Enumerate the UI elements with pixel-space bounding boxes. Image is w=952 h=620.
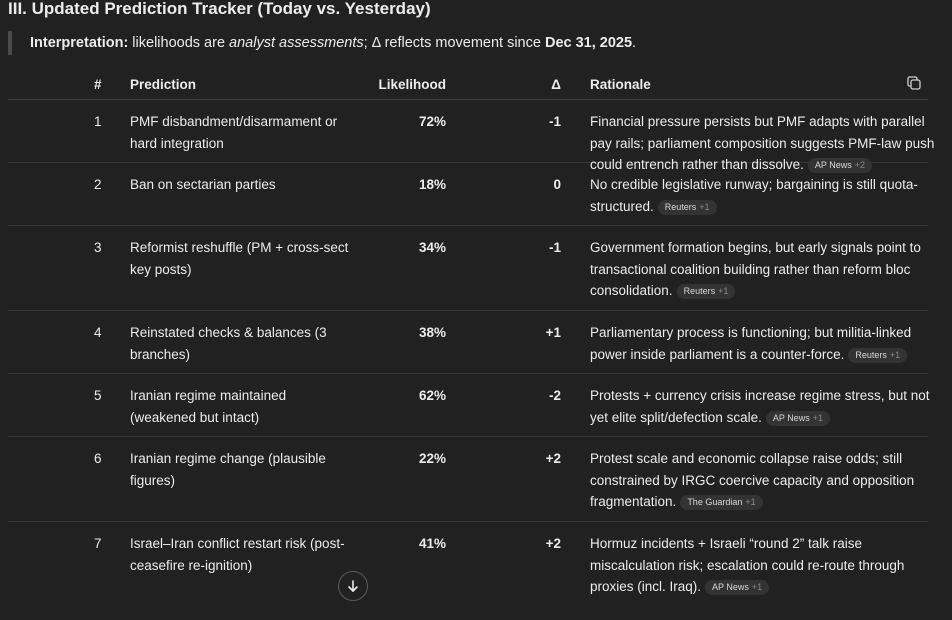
note-label: Interpretation: — [30, 35, 129, 51]
table-row — [8, 163, 928, 226]
row-prediction: Ban on sectarian parties — [130, 177, 276, 192]
source-more-count: +1 — [745, 497, 756, 507]
table-row — [8, 374, 928, 437]
note-emphasis: analyst assessments — [229, 35, 364, 51]
note-end: . — [632, 35, 637, 51]
source-name: Reuters — [664, 201, 697, 212]
table-header — [8, 66, 928, 100]
source-name: The Guardian — [687, 497, 743, 507]
header-delta: Δ — [551, 77, 561, 92]
header-likelihood: Likelihood — [378, 77, 446, 92]
row-prediction: Reformist reshuffle (PM + cross-sect key posts) — [130, 240, 349, 277]
row-delta: -1 — [548, 240, 561, 255]
row-rationale — [590, 533, 935, 598]
row-number: 5 — [94, 388, 102, 403]
source-badge[interactable] — [658, 200, 717, 215]
row-delta: 0 — [553, 177, 561, 192]
row-number: 4 — [94, 325, 102, 340]
row-number: 2 — [94, 177, 102, 192]
header-num: # — [94, 77, 102, 92]
copy-icon[interactable] — [906, 75, 922, 91]
row-rationale — [590, 385, 935, 428]
row-prediction: PMF disbandment/disarmament or hard integration — [130, 114, 338, 151]
row-delta: -2 — [548, 388, 561, 403]
note-date: Dec 31, 2025 — [544, 35, 633, 51]
scroll-down-button[interactable] — [338, 571, 368, 601]
source-badge[interactable] — [705, 580, 769, 595]
source-name: Reuters — [855, 349, 887, 360]
table-row — [8, 437, 928, 522]
row-prediction: Iranian regime change (plausible figures) — [130, 451, 326, 488]
row-rationale — [590, 237, 935, 302]
rationale-text: Protests + currency crisis increase regime stress, but not yet elite split/defection scale. — [590, 388, 930, 425]
table-body — [8, 100, 935, 612]
source-more-count: +1 — [889, 349, 901, 360]
row-likelihood: 34% — [418, 240, 446, 255]
source-badge[interactable] — [680, 495, 762, 510]
section-heading: III. Updated Prediction Tracker (Today vs. Yesterday) — [8, 0, 431, 18]
row-likelihood: 72% — [418, 114, 446, 129]
row-rationale — [590, 322, 935, 365]
row-prediction: Israel–Iran conflict restart risk (post-ceasefire re-ignition) — [130, 536, 345, 573]
source-more-count: +1 — [751, 582, 763, 592]
row-number: 1 — [94, 114, 102, 129]
source-badge[interactable] — [848, 348, 907, 363]
note-text-1: likelihoods are — [128, 35, 230, 51]
row-number: 6 — [94, 451, 102, 466]
row-likelihood: 41% — [418, 536, 446, 551]
row-likelihood: 18% — [418, 177, 446, 192]
interpretation-note — [8, 31, 636, 55]
rationale-text: Government formation begins, but early signals point to transactional coalition building rather than reform bloc consolidation. — [590, 240, 921, 298]
note-text-2: ; Δ reflects movement since — [363, 35, 545, 51]
row-likelihood: 38% — [418, 325, 446, 340]
table-row — [8, 226, 928, 311]
row-number: 7 — [94, 536, 102, 551]
rationale-text: Protest scale and economic collapse raise odds; still constrained by IRGC coercive capacity and opposition fragmentation. — [590, 451, 915, 509]
source-name: AP News — [814, 160, 852, 170]
row-delta: +2 — [545, 451, 561, 466]
source-more-count: +1 — [718, 286, 729, 296]
source-more-count: +1 — [699, 201, 710, 212]
rationale-text: Financial pressure persists but PMF adapts with parallel pay rails; parliament composition suggests PMF-law push could entrench rather than dissolve. — [590, 114, 935, 172]
row-prediction: Iranian regime maintained (weakened but intact) — [130, 388, 287, 425]
rationale-text: Parliamentary process is functioning; but militia-linked power inside parliament is a counter-force. — [590, 325, 912, 362]
table-row — [8, 311, 928, 374]
source-name: Reuters — [683, 286, 716, 296]
row-delta: +1 — [545, 325, 561, 340]
rationale-text: No credible legislative runway; bargaining is still quota-structured. — [590, 177, 918, 214]
header-rationale: Rationale — [590, 77, 651, 92]
row-number: 3 — [94, 240, 102, 255]
rationale-text: Hormuz incidents + Israeli “round 2” talk raise miscalculation risk; escalation could re-route through proxies (incl. Iraq). — [590, 536, 905, 594]
table-row — [8, 522, 928, 612]
source-badge[interactable] — [677, 284, 736, 299]
source-more-count: +1 — [812, 412, 823, 423]
row-prediction: Reinstated checks & balances (3 branches) — [130, 325, 327, 362]
header-prediction: Prediction — [130, 77, 197, 92]
row-rationale — [590, 448, 935, 513]
row-rationale — [590, 174, 935, 217]
arrow-down-icon — [346, 579, 360, 593]
source-name: AP News — [712, 582, 749, 592]
source-more-count: +2 — [854, 160, 866, 170]
row-delta: -1 — [548, 114, 561, 129]
prediction-table — [8, 66, 935, 612]
table-row — [8, 100, 935, 172]
source-badge[interactable] — [766, 411, 830, 426]
row-delta: +2 — [545, 536, 561, 551]
row-likelihood: 22% — [418, 451, 446, 466]
row-likelihood: 62% — [418, 388, 446, 403]
source-name: AP News — [772, 412, 810, 423]
